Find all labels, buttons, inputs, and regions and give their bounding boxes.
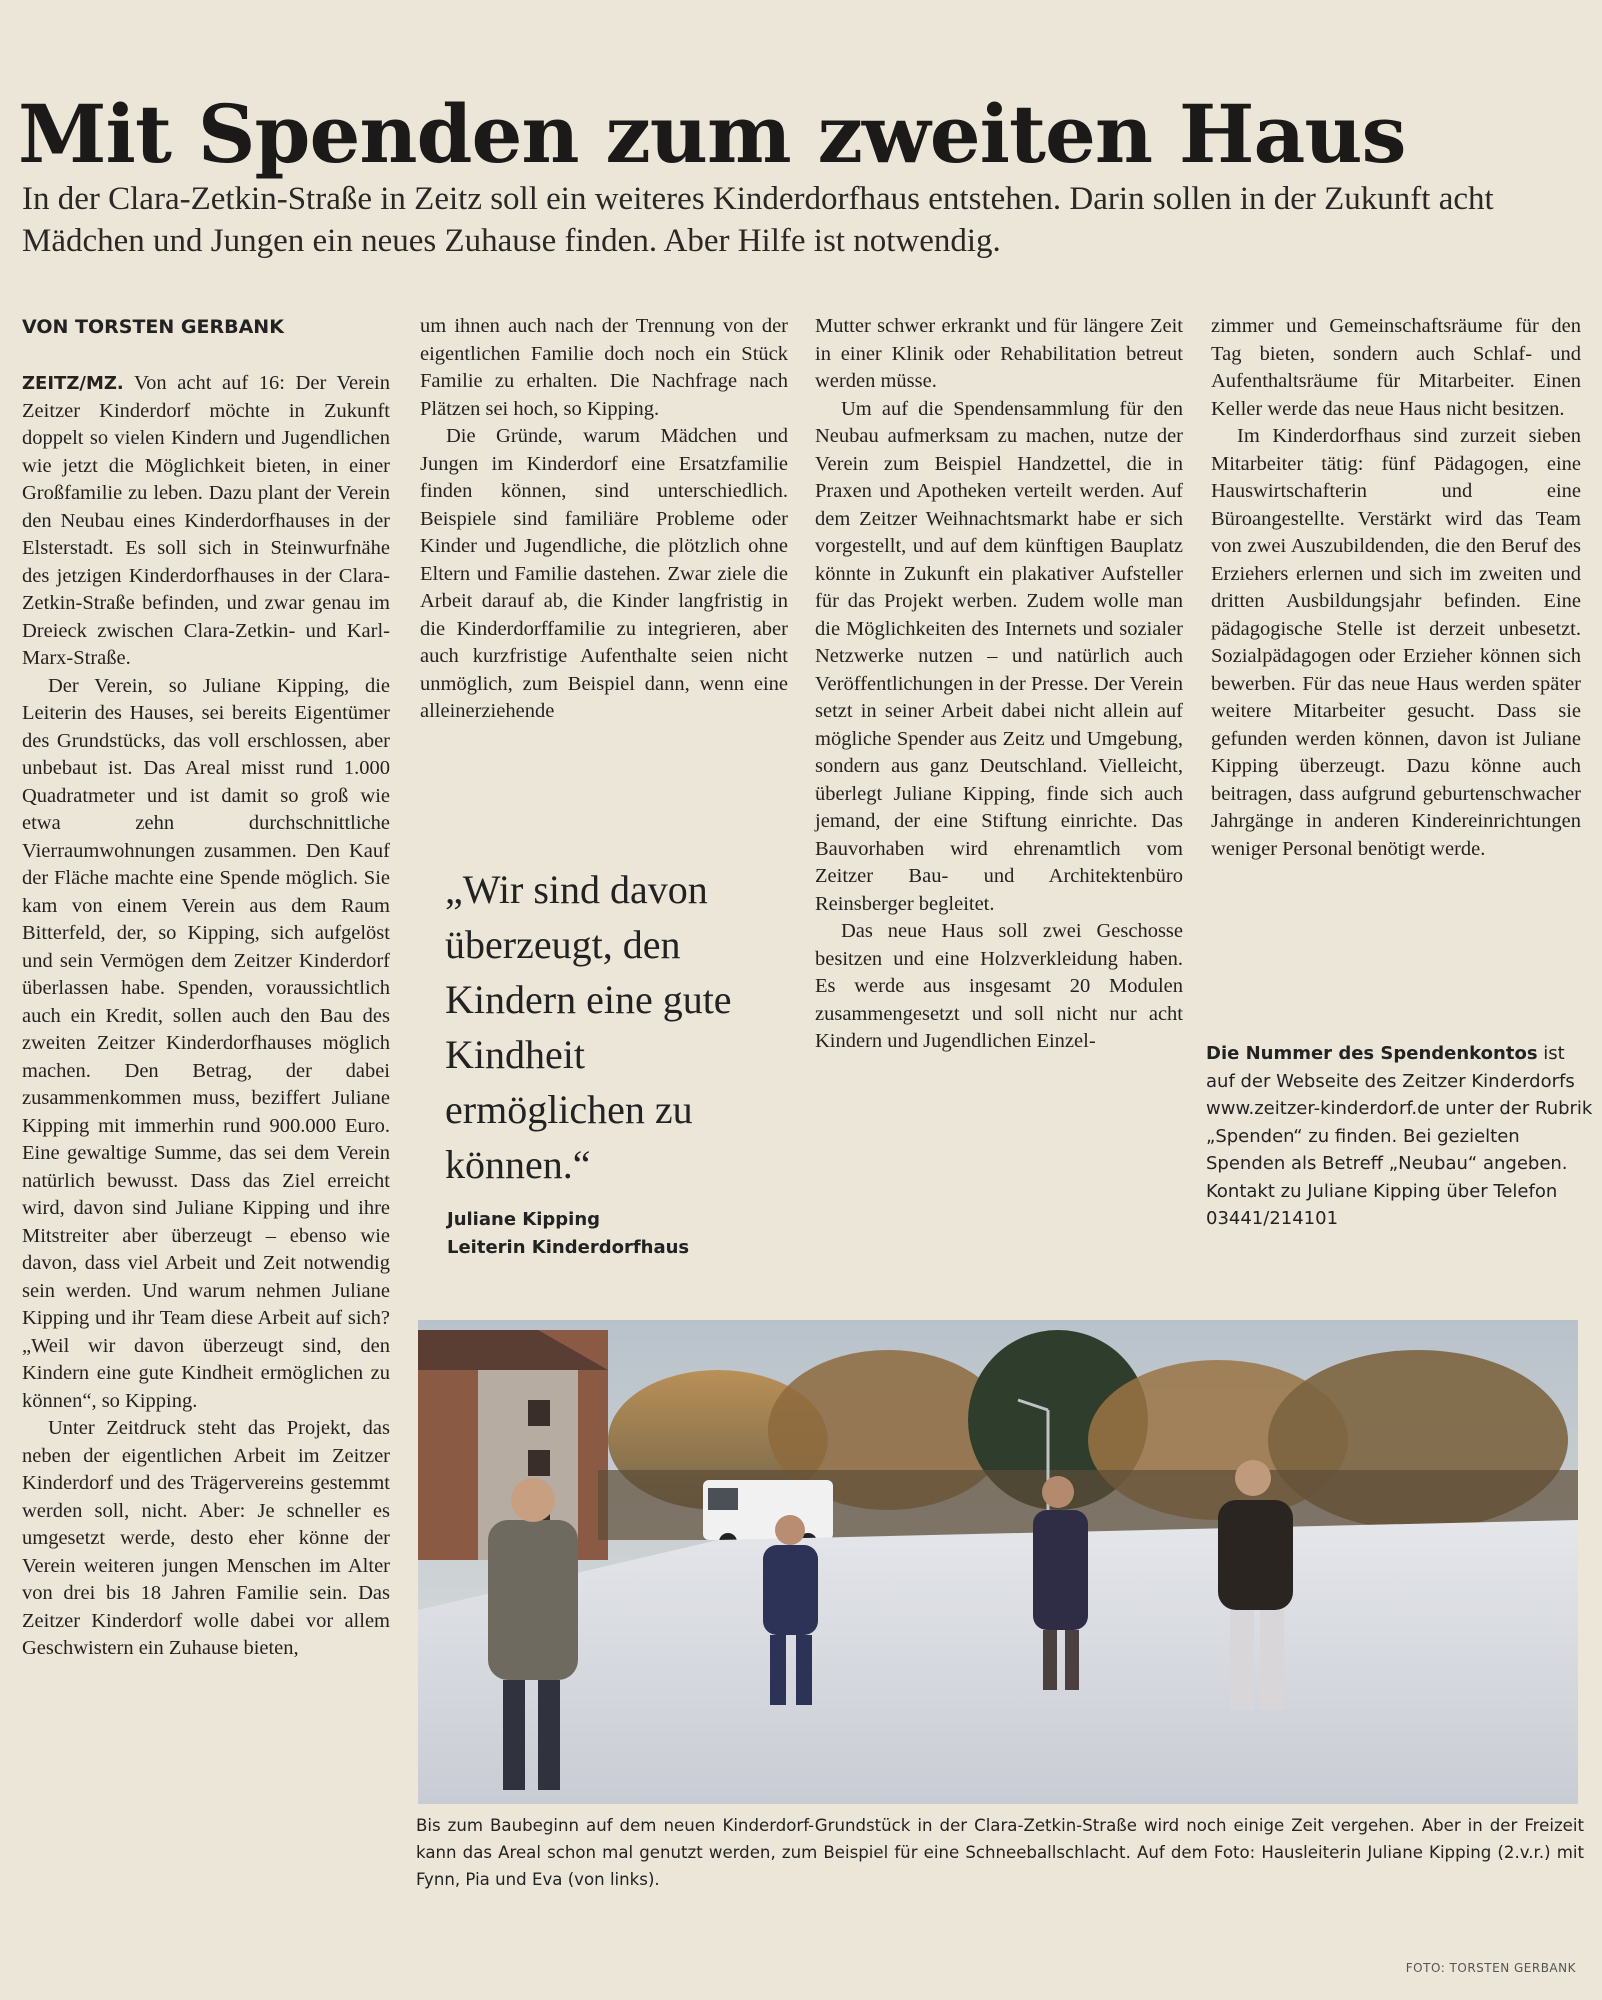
info-box-text: ist auf der Webseite des Zeitzer Kinderdorfs www.zeitzer-kinderdorf.de unter der Rubrik „Spenden“ zu finden. Bei gezielten Spenden als Betreff „Neubau“ angeben. Kontakt zu Juliane Kipping über Telefon 03441/214101 xyxy=(1206,1043,1593,1229)
donation-info-box xyxy=(1206,1040,1596,1233)
article-column-1 xyxy=(22,370,390,1663)
article-column-4 xyxy=(1211,313,1581,863)
article-column-2 xyxy=(420,313,788,726)
paragraph: zimmer und Gemeinschaftsräume für den Tag bieten, sondern auch Schlaf- und Aufenthaltsräume für Mitarbeiter. Einen Keller werde das neue Haus nicht besitzen. xyxy=(1211,315,1581,420)
article-headline: Mit Spenden zum zweiten Haus xyxy=(18,86,1406,181)
photo-caption: Bis zum Baubeginn auf dem neuen Kinderdorf-Grundstück in der Clara-Zetkin-Straße wird noch einige Zeit vergehen. Aber in der Freizeit kann das Areal schon mal genutzt werden, zum Beispiel für eine Schneeballschlacht. Auf dem Foto: Hausleiterin Juliane Kipping (2.v.r.) mit Fynn, Pia und Eva (von links). xyxy=(416,1816,1584,1889)
paragraph: Unter Zeitdruck steht das Projekt, das neben der eigentlichen Arbeit im Zeitzer Kinderdorf und des Trägervereins gestemmt werden soll, nicht. Aber: Je schneller es umgesetzt werde, desto eher könne der Verein weiteren jungen Menschen im Alter von drei bis 18 Jahren Familie sein. Das Zeitzer Kinderdorf wolle dabei vor allem Geschwistern ein Zuhause bieten, xyxy=(22,1417,390,1659)
quote-author-name: Juliane Kipping xyxy=(447,1209,601,1230)
snow-scene-photo xyxy=(418,1320,1578,1804)
pull-quote: „Wir sind davon überzeugt, den Kindern eine gute Kindheit ermöglichen zu können.“ xyxy=(445,867,732,1187)
paragraph: um ihnen auch nach der Trennung von der eigentlichen Familie doch noch ein Stück Familie zu erhalten. Die Nachfrage nach Plätzen sei hoch, so Kipping. xyxy=(420,315,788,420)
paragraph: Der Verein, so Juliane Kipping, die Leiterin des Hauses, sei bereits Eigentümer des Grundstücks, das voll erschlossen, aber unbebaut ist. Das Areal misst rund 1.000 Quadratmeter und ist damit so groß wie etwa zehn durchschnittliche Vierraumwohnungen zusammen. Den Kauf der Fläche machte eine Spende möglich. Sie kam von einem Verein aus dem Raum Bitterfeld, der, so Kipping, sich aufgelöst und sein Vermögen dem Zeitzer Kinderdorf überlassen habe. Spenden, voraussichtlich auch ein Kredit, sollen auch den Bau des zweiten Zeitzer Kinderdorfhauses möglich machen. Den Betrag, der dabei zusammenkommen muss, beziffert Juliane Kipping mit immerhin rund 900.000 Euro. Eine gewaltige Summe, das sei dem Verein natürlich bewusst. Dass das Ziel erreicht wird, davon sind Juliane Kipping und ihre Mitstreiter aber überzeugt – ebenso wie davon, dass viel Arbeit und Zeit notwendig sein werden. Und warum nehmen Juliane Kipping und ihr Team diese Arbeit auf sich? „Weil wir davon überzeugt sind, den Kindern eine gute Kindheit ermöglichen zu können“, so Kipping. xyxy=(22,674,390,1412)
info-box-lead: Die Nummer des Spendenkontos xyxy=(1206,1043,1538,1064)
paragraph: Um auf die Spendensammlung für den Neubau aufmerksam zu machen, nutze der Verein zum Beispiel Handzettel, die in Praxen und Apotheken verteilt werden. Auf dem Zeitzer Weihnachtsmarkt habe er sich vorgestellt, und auf dem künftigen Bauplatz könnte in Zukunft ein plakativer Aufsteller für das Projekt werben. Zudem wolle man die Möglichkeiten des Internets und sozialer Netzwerke nutzen – und natürlich auch Veröffentlichungen in der Presse. Der Verein setzt in seiner Arbeit dabei nicht allein auf mögliche Spender aus Zeitz und Umgebung, sondern aus ganz Deutschland. Vielleicht, überlegt Juliane Kipping, finde sich auch jemand, der eine Stiftung einrichte. Das Bauvorhaben wird ehrenamtlich vom Zeitzer Bau- und Architektenbüro Reinsberger begleitet. xyxy=(815,397,1183,915)
article-photo xyxy=(418,1320,1578,1804)
pull-quote-attribution xyxy=(447,1206,767,1262)
paragraph-text: Von acht auf 16: Der Verein Zeitzer Kinderdorf möchte in Zukunft doppelt so vielen Kindern und Jugendlichen wie jetzt die Möglichkeit bieten, in einer Großfamilie zu leben. Dazu plant der Verein den Neubau eines Kinderdorfhauses in der Elsterstadt. Es soll sich in Steinwurfnähe des jetzigen Kinderdorfhauses in der Clara-Zetkin-Straße befinden, und zwar genau im Dreieck zwischen Clara-Zetkin- und Karl-Marx-Straße. xyxy=(22,372,390,669)
paragraph: Im Kinderdorfhaus sind zurzeit sieben Mitarbeiter tätig: fünf Pädagogen, eine Hauswirtschafterin und eine Büroangestellte. Verstärkt wird das Team von zwei Auszubildenden, die den Beruf des Erziehers erlernen und sich im zweiten und dritten Ausbildungsjahr befinden. Eine pädagogische Stelle ist derzeit unbesetzt. Sozialpädagogen oder Erzieher können sich bewerben. Für das neue Haus werden später weitere Mitarbeiter gesucht. Dass sie gefunden werden können, davon ist Juliane Kipping überzeugt. Dazu könne auch beitragen, dass aufgrund geburtenschwacher Jahrgänge in anderen Kindereinrichtungen weniger Personal benötigt werde. xyxy=(1211,425,1581,860)
article-dateline: ZEITZ/MZ. xyxy=(22,373,124,394)
article-subheadline: In der Clara-Zetkin-Straße in Zeitz soll ein weiteres Kinderdorfhaus entstehen. Darin sollen in der Zukunft acht Mädchen und Jungen ein neues Zuhause finden. Aber Hilfe ist notwendig. xyxy=(22,181,1494,259)
article-column-3 xyxy=(815,313,1183,1056)
photo-credit: FOTO: TORSTEN GERBANK xyxy=(1405,1961,1576,1975)
quote-author-role: Leiterin Kinderdorfhaus xyxy=(447,1237,690,1258)
paragraph xyxy=(22,370,390,673)
article-byline: VON TORSTEN GERBANK xyxy=(22,316,284,338)
paragraph: Die Gründe, warum Mädchen und Jungen im Kinderdorf eine Ersatzfamilie finden können, sind unterschiedlich. Beispiele sind familiäre Probleme oder Kinder und Jugendliche, die plötzlich ohne Eltern und Familie dastehen. Zwar ziele die Arbeit darauf ab, die Kinder langfristig in die Kinderdorffamilie zu integrieren, aber auch kurzfristige Aufenthalte seien nicht unmöglich, zum Beispiel dann, wenn eine alleinerziehende xyxy=(420,425,788,722)
paragraph: Mutter schwer erkrankt und für längere Zeit in einer Klinik oder Rehabilitation betreut werden müsse. xyxy=(815,315,1183,392)
paragraph: Das neue Haus soll zwei Geschosse besitzen und eine Holzverkleidung haben. Es werde aus insgesamt 20 Modulen zusammengesetzt und soll nicht nur acht Kindern und Jugendlichen Einzel- xyxy=(815,920,1183,1052)
